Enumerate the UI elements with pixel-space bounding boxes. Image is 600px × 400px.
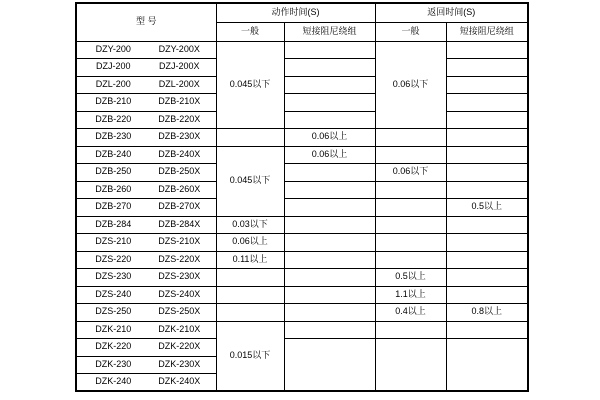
relay-spec-table <box>75 2 529 392</box>
model-name: DZB-220X <box>158 113 201 124</box>
model-name: DZB-260X <box>158 183 201 194</box>
model-name: DZY-200 <box>95 43 131 54</box>
action-time-short-damping-cell <box>284 111 375 129</box>
action-time-general-cell: 0.045以下 <box>216 146 284 216</box>
return-time-general-cell <box>375 234 446 252</box>
model-pair <box>77 220 216 230</box>
action-time-short-damping-cell <box>284 269 375 287</box>
model-name: DZB-210X <box>158 96 201 107</box>
model-name: DZB-284 <box>95 218 132 229</box>
model-cell <box>76 146 216 164</box>
return-time-general-cell: 0.06以下 <box>375 164 446 182</box>
model-name: DZB-230 <box>95 131 132 142</box>
model-name: DZS-210 <box>95 236 132 247</box>
model-name: DZB-230X <box>158 131 201 142</box>
action-time-general-cell: 0.11以上 <box>216 251 284 269</box>
table-row <box>76 339 528 357</box>
return-time-general-cell <box>375 181 446 199</box>
model-cell <box>76 41 216 59</box>
action-time-short-damping-cell <box>284 199 375 217</box>
model-pair <box>77 167 216 177</box>
model-name: DZS-250X <box>158 306 201 317</box>
model-name: DZK-220X <box>158 341 201 352</box>
model-pair <box>77 45 216 55</box>
model-cell <box>76 286 216 304</box>
action-time-short-damping-cell <box>284 234 375 252</box>
return-time-short-damping-cell <box>446 216 528 234</box>
action-time-short-damping-cell <box>284 76 375 94</box>
table-row <box>76 41 528 59</box>
action-time-short-damping-cell <box>284 94 375 112</box>
model-pair <box>77 62 216 72</box>
header-action-general: 一般 <box>216 22 284 41</box>
model-name: DZS-230 <box>95 271 132 282</box>
return-time-general-cell <box>375 129 446 147</box>
return-time-short-damping-cell <box>446 164 528 182</box>
header-action-short-damping: 短接阻尼绕组 <box>284 22 375 41</box>
action-time-general-cell: 0.06以上 <box>216 234 284 252</box>
return-time-short-damping-cell <box>446 41 528 59</box>
model-name: DZK-220 <box>95 341 132 352</box>
model-cell <box>76 251 216 269</box>
action-time-general-cell <box>216 286 284 304</box>
return-time-short-damping-cell <box>446 129 528 147</box>
model-pair <box>77 342 216 352</box>
model-cell <box>76 234 216 252</box>
action-time-short-damping-cell <box>284 304 375 322</box>
return-time-general-cell <box>375 339 446 392</box>
table-row <box>76 59 528 77</box>
model-name: DZB-270X <box>158 201 201 212</box>
model-name: DZB-210 <box>95 96 132 107</box>
model-name: DZL-200X <box>158 78 200 89</box>
model-name: DZK-210X <box>158 323 201 334</box>
action-time-general-cell <box>216 269 284 287</box>
header-model: 型 号 <box>76 3 216 41</box>
model-cell <box>76 164 216 182</box>
table-row <box>76 111 528 129</box>
model-pair <box>77 307 216 317</box>
model-cell <box>76 321 216 339</box>
return-time-general-cell <box>375 321 446 339</box>
table-row <box>76 234 528 252</box>
model-name: DZB-260 <box>95 183 132 194</box>
model-name: DZB-284X <box>158 218 201 229</box>
header-action-time: 动作时间(S) <box>216 3 375 22</box>
table-header <box>76 3 528 41</box>
model-pair <box>77 290 216 300</box>
action-time-general-cell: 0.045以下 <box>216 41 284 129</box>
model-name: DZS-230X <box>158 271 201 282</box>
table-row <box>76 286 528 304</box>
model-pair <box>77 377 216 387</box>
return-time-short-damping-cell <box>446 111 528 129</box>
return-time-short-damping-cell <box>446 286 528 304</box>
table-row <box>76 181 528 199</box>
return-time-general-cell <box>375 251 446 269</box>
table-row <box>76 164 528 182</box>
model-name: DZB-240X <box>158 148 201 159</box>
model-pair <box>77 97 216 107</box>
model-name: DZK-240X <box>158 376 201 387</box>
action-time-general-cell: 0.015以下 <box>216 321 284 391</box>
return-time-general-cell <box>375 199 446 217</box>
action-time-short-damping-cell: 0.06以上 <box>284 129 375 147</box>
table-row <box>76 304 528 322</box>
model-name: DZS-250 <box>95 306 132 317</box>
model-name: DZJ-200 <box>95 61 131 72</box>
header-return-general: 一般 <box>375 22 446 41</box>
return-time-general-cell <box>375 216 446 234</box>
return-time-short-damping-cell <box>446 321 528 339</box>
action-time-short-damping-cell <box>284 181 375 199</box>
model-name: DZS-240X <box>158 288 201 299</box>
model-cell <box>76 339 216 357</box>
model-cell <box>76 76 216 94</box>
table-row <box>76 269 528 287</box>
model-pair <box>77 255 216 265</box>
model-name: DZB-270 <box>95 201 132 212</box>
action-time-short-damping-cell: 0.06以上 <box>284 146 375 164</box>
model-pair <box>77 115 216 125</box>
return-time-short-damping-cell <box>446 251 528 269</box>
model-name: DZK-230 <box>95 358 132 369</box>
return-time-general-cell: 0.06以下 <box>375 41 446 129</box>
model-cell <box>76 94 216 112</box>
table-row <box>76 76 528 94</box>
table-row <box>76 199 528 217</box>
return-time-short-damping-cell <box>446 76 528 94</box>
model-cell <box>76 374 216 392</box>
model-cell <box>76 269 216 287</box>
action-time-short-damping-cell <box>284 251 375 269</box>
model-pair <box>77 185 216 195</box>
model-name: DZL-200 <box>95 78 131 89</box>
return-time-short-damping-cell: 0.8以上 <box>446 304 528 322</box>
model-name: DZJ-200X <box>158 61 200 72</box>
action-time-short-damping-cell <box>284 216 375 234</box>
model-name: DZS-210X <box>158 236 201 247</box>
return-time-general-cell: 0.4以上 <box>375 304 446 322</box>
action-time-short-damping-cell <box>284 286 375 304</box>
model-cell <box>76 59 216 77</box>
table-row <box>76 94 528 112</box>
return-time-short-damping-cell <box>446 94 528 112</box>
table-row <box>76 251 528 269</box>
action-time-short-damping-cell <box>284 339 375 392</box>
model-name: DZS-220X <box>158 253 201 264</box>
model-cell <box>76 181 216 199</box>
model-cell <box>76 111 216 129</box>
return-time-general-cell: 1.1以上 <box>375 286 446 304</box>
action-time-general-cell: 0.03以下 <box>216 216 284 234</box>
model-cell <box>76 199 216 217</box>
return-time-short-damping-cell <box>446 181 528 199</box>
model-name: DZB-250X <box>158 166 201 177</box>
model-pair <box>77 272 216 282</box>
model-cell <box>76 129 216 147</box>
model-pair <box>77 132 216 142</box>
header-return-short-damping: 短接阻尼绕组 <box>446 22 528 41</box>
model-name: DZB-220 <box>95 113 132 124</box>
return-time-short-damping-cell: 0.5以上 <box>446 199 528 217</box>
return-time-general-cell <box>375 146 446 164</box>
model-name: DZB-240 <box>95 148 132 159</box>
return-time-short-damping-cell <box>446 146 528 164</box>
table-body <box>76 41 528 391</box>
model-name: DZS-240 <box>95 288 132 299</box>
model-pair <box>77 360 216 370</box>
table-row <box>76 216 528 234</box>
action-time-general-cell <box>216 129 284 147</box>
header-row-groups <box>76 3 528 22</box>
model-pair <box>77 325 216 335</box>
model-name: DZK-230X <box>158 358 201 369</box>
action-time-short-damping-cell <box>284 41 375 59</box>
model-name: DZK-240 <box>95 376 132 387</box>
return-time-short-damping-cell <box>446 339 528 392</box>
model-pair <box>77 202 216 212</box>
model-pair <box>77 80 216 90</box>
action-time-short-damping-cell <box>284 59 375 77</box>
return-time-short-damping-cell <box>446 269 528 287</box>
model-name: DZS-220 <box>95 253 132 264</box>
model-pair <box>77 237 216 247</box>
table-row <box>76 129 528 147</box>
return-time-short-damping-cell <box>446 234 528 252</box>
model-cell <box>76 216 216 234</box>
table-row <box>76 146 528 164</box>
action-time-short-damping-cell <box>284 321 375 339</box>
action-time-short-damping-cell <box>284 164 375 182</box>
model-name: DZB-250 <box>95 166 132 177</box>
model-name: DZK-210 <box>95 323 132 334</box>
return-time-short-damping-cell <box>446 59 528 77</box>
model-name: DZY-200X <box>158 43 200 54</box>
model-cell <box>76 356 216 374</box>
header-return-time: 返回时间(S) <box>375 3 528 22</box>
model-cell <box>76 304 216 322</box>
model-pair <box>77 150 216 160</box>
action-time-general-cell <box>216 304 284 322</box>
return-time-general-cell: 0.5以上 <box>375 269 446 287</box>
table-row <box>76 321 528 339</box>
